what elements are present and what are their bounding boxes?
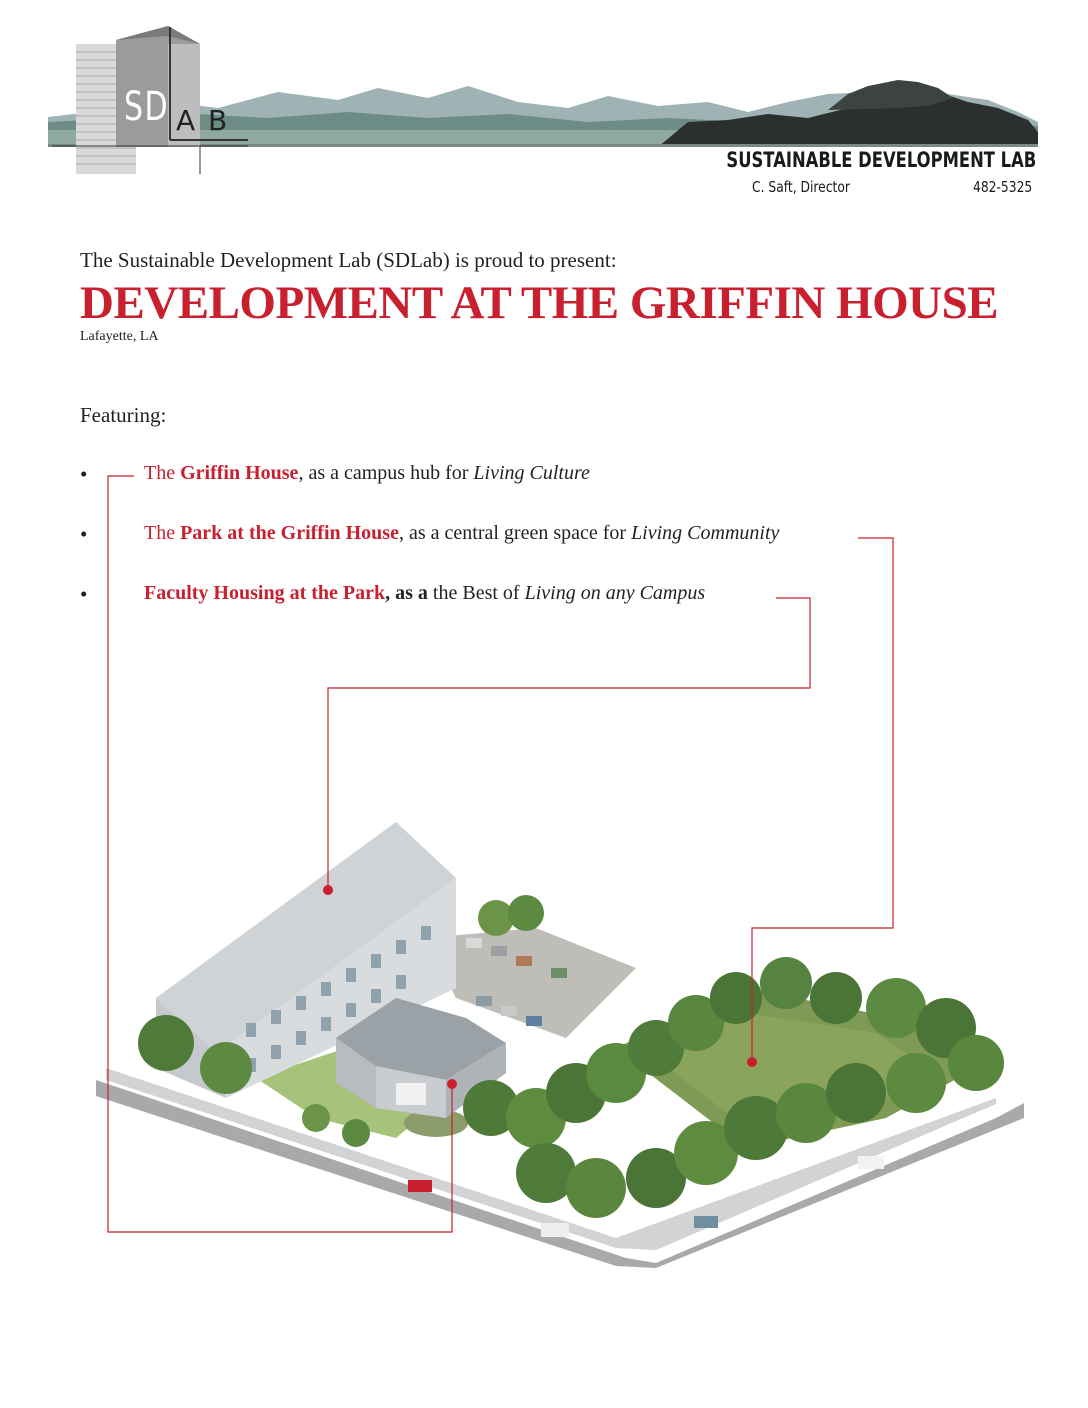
feature-name: Park at the Griffin House (180, 522, 399, 544)
svg-text:A B: A B (176, 104, 230, 137)
feature-name: Griffin House (180, 462, 299, 484)
feature-desc-bold: , as a (385, 582, 428, 604)
featuring-label: Featuring: (80, 403, 167, 427)
org-name: SUSTAINABLE DEVELOPMENT LAB (726, 148, 1036, 172)
phone-number: 482-5325 (972, 178, 1032, 196)
bullet-1: • (80, 462, 88, 486)
feature-prefix: The (144, 522, 181, 544)
intro-text: The Sustainable Development Lab (SDLab) is proud to present: (80, 248, 617, 272)
page-title: DEVELOPMENT AT THE GRIFFIN HOUSE (80, 277, 999, 329)
feature-desc: , as a campus hub for (298, 462, 474, 484)
feature-item-griffin-house (144, 462, 590, 485)
site-plan-illustration (96, 818, 1024, 1268)
bullet-2: • (80, 522, 88, 546)
feature-theme: Living Culture (473, 462, 590, 484)
svg-text:SD: SD (124, 83, 170, 131)
location: Lafayette, LA (80, 329, 159, 344)
feature-item-faculty-housing (144, 582, 705, 605)
feature-theme: Living Community (631, 522, 780, 544)
bullet-3: • (80, 582, 88, 606)
feature-name: Faculty Housing at the Park (144, 582, 386, 604)
feature-desc: the Best of (427, 582, 525, 604)
feature-item-park (144, 522, 779, 545)
director-name: C. Saft, Director (752, 178, 850, 196)
feature-prefix: The (144, 462, 181, 484)
feature-theme: Living on any Campus (524, 582, 706, 604)
sdlab-logo-icon (52, 26, 248, 174)
feature-desc: , as a central green space for (398, 522, 632, 544)
